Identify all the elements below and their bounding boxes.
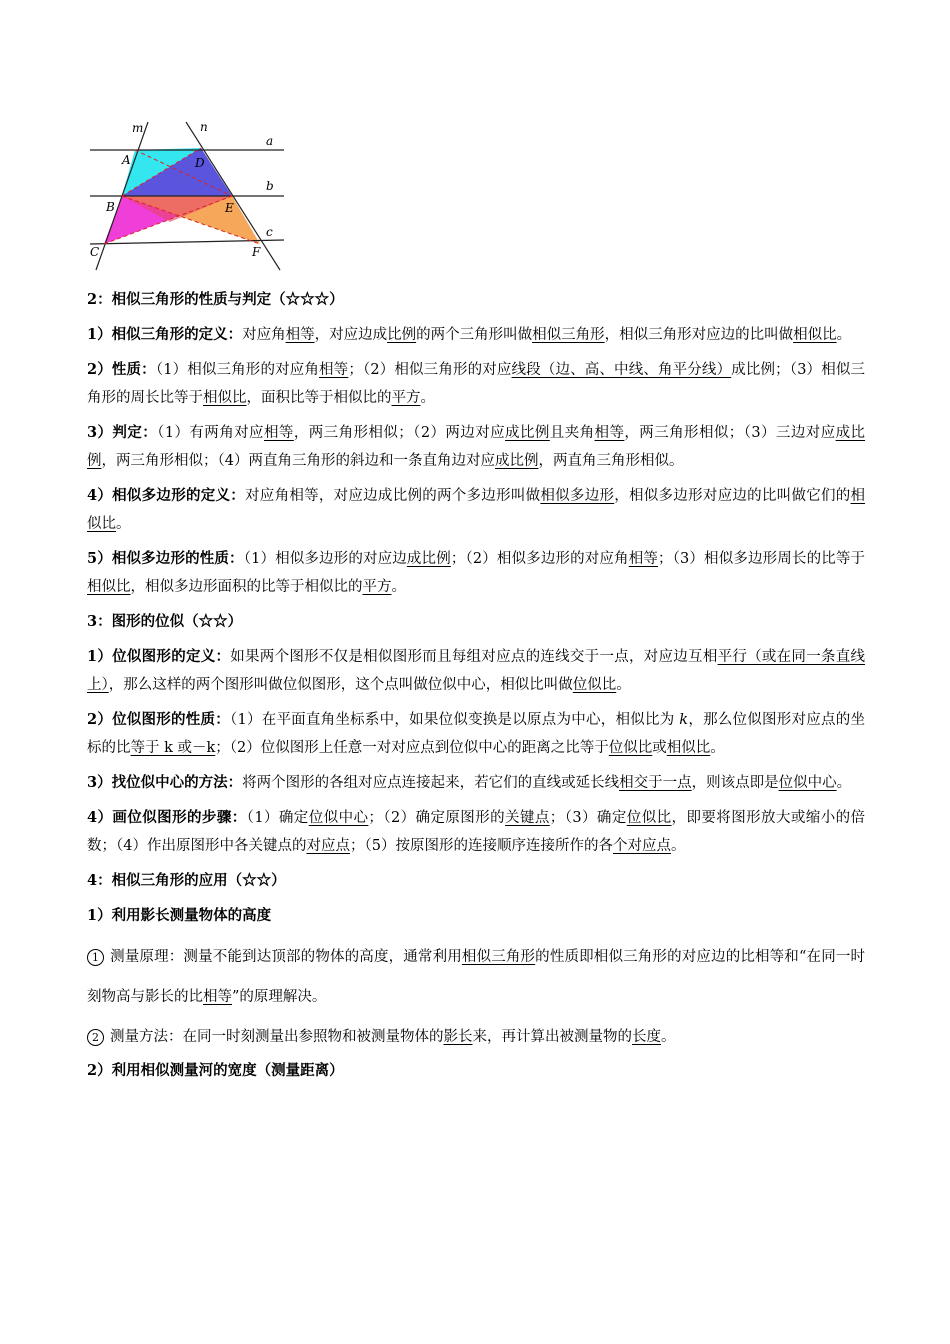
answer: 相似三角形 xyxy=(532,327,605,343)
text: ，即要将图形放大或缩小的倍数；（4）作出原图形中各关键点的 xyxy=(87,810,866,854)
answer: 相似比 xyxy=(87,579,131,595)
text: 。 xyxy=(670,838,686,854)
answer: 位似比 xyxy=(626,810,672,826)
section-4-heading: 4：相似三角形的应用（☆☆） xyxy=(87,872,286,889)
text: 测量原理：测量不能到达顶部的物体的高度，通常利用 xyxy=(110,949,462,965)
answer: 相等 xyxy=(263,425,294,441)
label-c: c xyxy=(266,225,273,239)
text: 。 xyxy=(836,775,852,791)
answer: 相等 xyxy=(319,362,349,378)
section-3-heading: 3：图形的位似（☆☆） xyxy=(87,613,243,630)
text: 的性质即相似三角形的对应边的比相等和“在同一时刻物高与影长的比 xyxy=(87,949,866,1005)
answer: 相似三角形 xyxy=(461,949,536,965)
circled-number-2: 2 xyxy=(87,1029,104,1046)
s4-subheading-1: 1）利用影长测量物体的高度 xyxy=(87,907,272,924)
s2-item-1-label: 1）相似三角形的定义： xyxy=(87,326,243,343)
point-c: C xyxy=(90,245,100,259)
text: （1）相似多边形的对应边 xyxy=(243,551,407,567)
answer: 平方 xyxy=(362,579,392,595)
answer: 相似多边形 xyxy=(540,488,615,504)
text: 对应角相等，对应边成比例的两个多边形叫做 xyxy=(245,488,541,504)
text: ；（5）按原图形的连接顺序连接所作的各 xyxy=(349,838,613,854)
label-m: m xyxy=(132,121,144,135)
answer: 相等 xyxy=(285,327,315,343)
label-a: a xyxy=(266,134,274,148)
answer: 相似比 xyxy=(87,488,866,532)
text: ，两三角形相似；（4）两直角三角形的斜边和一条直角边对应 xyxy=(101,453,495,469)
text: 成比例；（3）相似三角形的周长比等于 xyxy=(87,362,865,406)
s3-item-4-label: 4）画位似图形的步骤： xyxy=(87,809,247,826)
s3-item-3 xyxy=(87,769,865,797)
text: ”的原理解决。 xyxy=(232,989,327,1005)
s2-item-1 xyxy=(87,321,865,349)
s3-item-4 xyxy=(87,804,865,860)
text: 。 xyxy=(710,740,725,756)
answer: 长度 xyxy=(632,1029,661,1045)
text: 来，再计算出被测量物的 xyxy=(472,1029,632,1045)
point-d: D xyxy=(195,156,205,170)
text: ，对应边成 xyxy=(314,327,388,343)
text: ，相似三角形对应边的比叫做 xyxy=(604,327,794,343)
text: ；（2）相似多边形的对应角 xyxy=(450,551,629,567)
s3-item-3-label: 3）找位似中心的方法： xyxy=(87,774,243,791)
answer: 相似比 xyxy=(203,390,247,406)
answer: 位似比 xyxy=(608,740,653,756)
answer: 相似比 xyxy=(666,740,711,756)
s2-item-3 xyxy=(87,419,865,475)
answer: 相等 xyxy=(628,551,658,567)
text: （1）确定 xyxy=(246,810,309,826)
answer: 位似中心 xyxy=(778,775,837,791)
text: ，那么这样的两个图形叫做位似图形，这个点叫做位似中心，相似比叫做 xyxy=(108,677,573,693)
text: （1）有两角对应 xyxy=(157,425,264,441)
point-f: F xyxy=(252,245,261,259)
text: ；（2）相似三角形的对应 xyxy=(348,362,512,378)
text: 测量方法：在同一时刻测量出参照物和被测量物体的 xyxy=(110,1029,444,1045)
answer: 平行（或在同一条直线上） xyxy=(87,649,865,693)
text: ；（3）确定 xyxy=(549,810,627,826)
s4-circle-item-2 xyxy=(87,1017,865,1057)
answer: 等于 k 或－k xyxy=(130,740,216,756)
s3-item-2-label: 2）位似图形的性质： xyxy=(87,711,230,728)
section-2-heading: 2：相似三角形的性质与判定（☆☆☆） xyxy=(87,291,344,308)
text: ；（2）位似图形上任意一对对应点到位似中心的距离之比等于 xyxy=(215,740,609,756)
s4-circle-item-1 xyxy=(87,937,865,1017)
answer: 成比例 xyxy=(87,425,866,469)
text: 对应角 xyxy=(242,327,286,343)
point-e: E xyxy=(225,201,234,215)
parallel-lines-figure xyxy=(86,118,296,278)
answer: 相交于一点 xyxy=(619,775,692,791)
answer: 相等 xyxy=(203,989,232,1005)
answer: 影长 xyxy=(443,1029,473,1045)
text: ，面积比等于相似比的 xyxy=(246,390,392,406)
text: 。 xyxy=(836,327,852,343)
s2-item-3-label: 3）判定： xyxy=(87,424,158,441)
text: ；（2）确定原图形的 xyxy=(368,810,506,826)
answer: 对应点 xyxy=(306,838,350,854)
s3-item-1-label: 1）位似图形的定义： xyxy=(87,648,231,665)
text: ；（3）相似多边形周长的比等于 xyxy=(658,551,865,567)
answer: 相等 xyxy=(594,425,625,441)
point-a: A xyxy=(122,153,131,167)
s2-item-2-label: 2）性质： xyxy=(87,361,156,378)
circled-number-1: 1 xyxy=(87,949,104,966)
s4-subheading-2: 2）利用相似测量河的宽度（测量距离） xyxy=(87,1062,344,1079)
text: 将两个图形的各组对应点连接起来，若它们的直线或延长线 xyxy=(242,775,620,791)
text: ，两三角形相似；（3）三边对应 xyxy=(624,425,836,441)
s2-item-5 xyxy=(87,545,865,601)
answer: 位似中心 xyxy=(308,810,369,826)
variable-k: k xyxy=(679,712,689,728)
answer: 关键点 xyxy=(505,810,550,826)
document-body xyxy=(87,286,865,1092)
text: 的两个三角形叫做 xyxy=(416,327,533,343)
text: 如果两个图形不仅是相似图形而且每组对应点的连线交于一点，对应边互相 xyxy=(230,649,718,665)
text: 。 xyxy=(661,1029,676,1045)
answer: 平方 xyxy=(391,390,421,406)
answer: 相似比 xyxy=(793,327,837,343)
answer: 比例 xyxy=(387,327,417,343)
text: ，两三角形相似；（2）两边对应 xyxy=(293,425,506,441)
text: 。 xyxy=(391,579,406,595)
answer: 位似比 xyxy=(572,677,617,693)
text: 且夹角 xyxy=(549,425,595,441)
text: ，两直角三角形相似。 xyxy=(538,453,684,469)
s2-item-4-label: 4）相似多边形的定义： xyxy=(87,487,246,504)
label-n: n xyxy=(200,120,208,134)
text: （1）在平面直角坐标系中，如果位似变换是以原点为中心，相似比为 xyxy=(230,712,680,728)
s3-item-1 xyxy=(87,643,865,699)
answer: 成比例 xyxy=(505,425,550,441)
answer: 成比例 xyxy=(406,551,451,567)
answer: 成比例 xyxy=(494,453,539,469)
s2-item-2 xyxy=(87,356,865,412)
text: 。 xyxy=(116,516,131,532)
text: （1）相似三角形的对应角 xyxy=(155,362,320,378)
text: ，那么位似图形对应点的坐标的比 xyxy=(87,712,865,756)
s3-item-2 xyxy=(87,706,865,762)
answer: 线段（边、高、中线、角平分线） xyxy=(511,362,732,378)
label-b: b xyxy=(266,179,274,193)
point-b: B xyxy=(106,200,115,214)
text: ，相似多边形对应边的比叫做它们的 xyxy=(614,488,851,504)
text: 或 xyxy=(652,740,667,756)
text: 。 xyxy=(616,677,631,693)
text: 。 xyxy=(420,390,435,406)
text: ，则该点即是 xyxy=(691,775,779,791)
text: ，相似多边形面积的比等于相似比的 xyxy=(130,579,363,595)
answer: 个对应点 xyxy=(612,838,671,854)
s2-item-5-label: 5）相似多边形的性质： xyxy=(87,550,244,567)
s2-item-4 xyxy=(87,482,865,538)
